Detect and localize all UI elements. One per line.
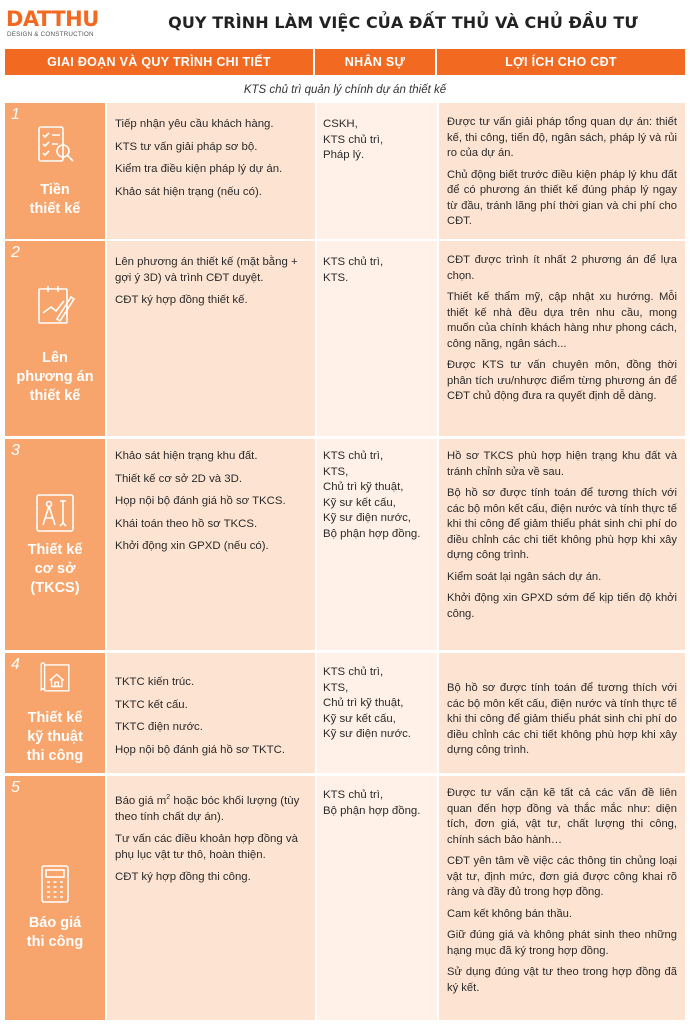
- benefit-item: Thiết kế thẩm mỹ, cập nhật xu hướng. Mỗi thiết kế nhà đều dựa trên nhu cầu, mong muốn của chính khách hàng như phong cách, công năng, ngân sách...: [447, 291, 677, 350]
- table-row: [5, 776, 685, 1020]
- house-blueprint-icon: [33, 658, 77, 696]
- task-item: Họp nội bộ đánh giá hồ sơ TKCS.: [115, 495, 286, 507]
- table-row: [5, 439, 685, 650]
- stage-cell: [5, 776, 105, 1020]
- task-item: Thiết kế cơ sở 2D và 3D.: [115, 472, 242, 485]
- task-item: CĐT ký hợp đồng thi công.: [115, 871, 251, 883]
- benefit-item: Bộ hồ sơ được tính toán để tương thích với các bộ môn kết cấu, điện nước và tính thực tế khi thi công để giảm thiểu phát sinh chi phí do điều chỉnh các chi tiết không phù hợp khi xây dựng công trình.: [447, 487, 677, 561]
- stage-cell: [5, 653, 105, 773]
- staff-list: KTS chủ trì, KTS, Chủ trì kỹ thuật, Kỹ sư kết cấu, Kỹ sư điện nước.: [323, 666, 411, 740]
- benefit-item: CĐT yên tâm về việc các thông tin chủng loại vật tư, định mức, đơn giá được công khai rõ ràng và đầy đủ trong hợp đồng.: [447, 855, 677, 898]
- staff-list: KTS chủ trì, Bộ phận hợp đồng.: [323, 789, 421, 817]
- task-item: TKTC kết cấu.: [115, 698, 188, 711]
- task-item: [115, 794, 307, 825]
- blueprint-compass-icon: [33, 491, 77, 535]
- stage-name: Thiết kế kỹ thuật thi công: [26, 710, 84, 764]
- page-title: QUY TRÌNH LÀM VIỆC CỦA ĐẤT THỦ VÀ CHỦ ĐẦU TƯ: [168, 13, 638, 32]
- stage-number: 1: [11, 106, 20, 123]
- task-item: Tư vấn các điều khoản hợp đồng và phụ lục vật tư thô, hoàn thiện.: [115, 833, 298, 861]
- benefit-item: Khởi động xin GPXD sớm để kịp tiến độ khởi công.: [447, 592, 677, 620]
- tasks-cell: [107, 103, 315, 239]
- table-row: [5, 241, 685, 436]
- header-benefit: LỢI ÍCH CHO CĐT: [435, 49, 685, 75]
- tasks-cell: [107, 241, 315, 436]
- staff-list: KTS chủ trì, KTS.: [323, 256, 384, 284]
- benefit-cell: [439, 439, 685, 650]
- benefit-cell: [439, 103, 685, 239]
- staff-cell: [317, 241, 437, 436]
- staff-cell: [317, 653, 437, 773]
- stage-number: 5: [11, 779, 20, 796]
- benefit-item: Sử dụng đúng vật tư theo trong hợp đồng đã ký kết.: [447, 966, 677, 994]
- header-stage: GIAI ĐOẠN VÀ QUY TRÌNH CHI TIẾT: [47, 55, 271, 69]
- benefit-item: Bộ hồ sơ được tính toán để tương thích với các bộ môn kết cấu, điện nước và tính thực tế khi thi công để giảm thiểu phát sinh chi phí do điều chỉnh các chi tiết không phù hợp khi xây dựng công trình.: [447, 682, 677, 756]
- task-item: Khởi động xin GPXD (nếu có).: [115, 540, 269, 552]
- checklist-search-icon: [33, 123, 77, 167]
- task-item: CĐT ký hợp đồng thiết kế.: [115, 294, 248, 306]
- benefit-item: Cam kết không bán thầu.: [447, 907, 573, 920]
- calculator-icon: [33, 862, 77, 906]
- staff-cell: [317, 439, 437, 650]
- stage-cell: [5, 439, 105, 650]
- stage-cell: [5, 241, 105, 436]
- unit-superscript: 2: [166, 794, 171, 802]
- benefit-item: Được tư vấn giải pháp tổng quan dự án: thiết kế, thi công, tiến độ, ngân sách, pháp lý và rủi ro của dự án.: [447, 116, 677, 159]
- task-item: Khảo sát hiện trạng (nếu có).: [115, 185, 262, 198]
- brand-name: DATTHU: [6, 7, 99, 31]
- header-staff: NHÂN SỰ: [313, 49, 435, 75]
- header: [0, 0, 690, 48]
- stage-name: Tiền thiết kế: [29, 182, 81, 217]
- benefit-item: Được tư vấn cặn kẽ tất cả các vấn đề liên quan đến hợp đồng và thắc mắc như: diện tích, đơn giá, vật tư, chất lượng thi công, chính sách bảo hành…: [447, 787, 677, 846]
- table-note: KTS chủ trì quản lý chính dự án thiết kế: [243, 84, 447, 96]
- staff-cell: [317, 776, 437, 1020]
- task-text: hoặc bóc khối lượng (tùy theo tính chất dự án).: [115, 795, 300, 823]
- benefit-item: Giữ đúng giá và không phát sinh theo những hạng mục đã ký trong hợp đồng.: [447, 929, 677, 957]
- benefit-item: Hồ sơ TKCS phù hợp hiện trạng khu đất và tránh chỉnh sửa về sau.: [447, 450, 677, 478]
- stage-number: 4: [11, 656, 20, 673]
- benefit-item: Được KTS tư vấn chuyên môn, đồng thời phân tích ưu/nhược điểm từng phương án để CĐT chủ động đưa ra quyết định dễ dàng.: [447, 359, 677, 402]
- drawing-pencil-icon: [33, 283, 77, 327]
- benefit-cell: [439, 776, 685, 1020]
- stage-name: Báo giá thi công: [26, 915, 84, 950]
- benefit-cell: [439, 653, 685, 773]
- table-row: [5, 653, 685, 773]
- benefit-cell: [439, 241, 685, 436]
- task-item: TKTC kiến trúc.: [115, 676, 195, 688]
- task-item: KTS tư vấn giải pháp sơ bộ.: [115, 140, 258, 153]
- brand-logo[interactable]: [6, 7, 106, 43]
- stage-cell: [5, 103, 105, 239]
- task-item: Kiểm tra điều kiện pháp lý dự án.: [115, 163, 283, 175]
- stage-number: 3: [11, 442, 20, 459]
- stage-number: 2: [11, 244, 20, 261]
- task-item: Khảo sát hiện trạng khu đất.: [115, 450, 258, 462]
- tasks-cell: [107, 439, 315, 650]
- brand-tagline: DESIGN & CONSTRUCTION: [7, 31, 94, 38]
- table-row: [5, 103, 685, 239]
- staff-cell: [317, 103, 437, 239]
- stage-name: Thiết kế cơ sở (TKCS): [27, 542, 83, 596]
- tasks-cell: [107, 776, 315, 1020]
- staff-list: CSKH, KTS chủ trì, Pháp lý.: [323, 118, 384, 161]
- benefit-item: Chủ động biết trước điều kiện pháp lý khu đất để có phương án thiết kế đúng pháp lý ngay từ đầu, tránh lãng phí thời gian và chi phí cho CĐT.: [447, 168, 677, 227]
- staff-list: KTS chủ trì, KTS, Chủ trì kỹ thuật, Kỹ sư kết cấu, Kỹ sư điện nước, Bộ phận hợp đồng.: [323, 450, 421, 540]
- stage-name: Lên phương án thiết kế: [16, 350, 94, 404]
- benefit-item: CĐT được trình ít nhất 2 phương án để lựa chọn.: [447, 254, 677, 282]
- task-item: Tiếp nhận yêu cầu khách hàng.: [115, 118, 274, 130]
- task-text: Báo giá m: [115, 795, 167, 807]
- task-item: Khái toán theo hồ sơ TKCS.: [115, 517, 258, 530]
- task-item: TKTC điện nước.: [115, 721, 203, 733]
- task-item: Lên phương án thiết kế (mặt bằng + gợi ý 3D) và trình CĐT duyệt.: [115, 256, 298, 284]
- tasks-cell: [107, 653, 315, 773]
- task-item: Họp nội bộ đánh giá hồ sơ TKTC.: [115, 743, 285, 756]
- benefit-item: Kiểm soát lại ngân sách dự án.: [447, 570, 602, 583]
- table-header: [5, 49, 685, 75]
